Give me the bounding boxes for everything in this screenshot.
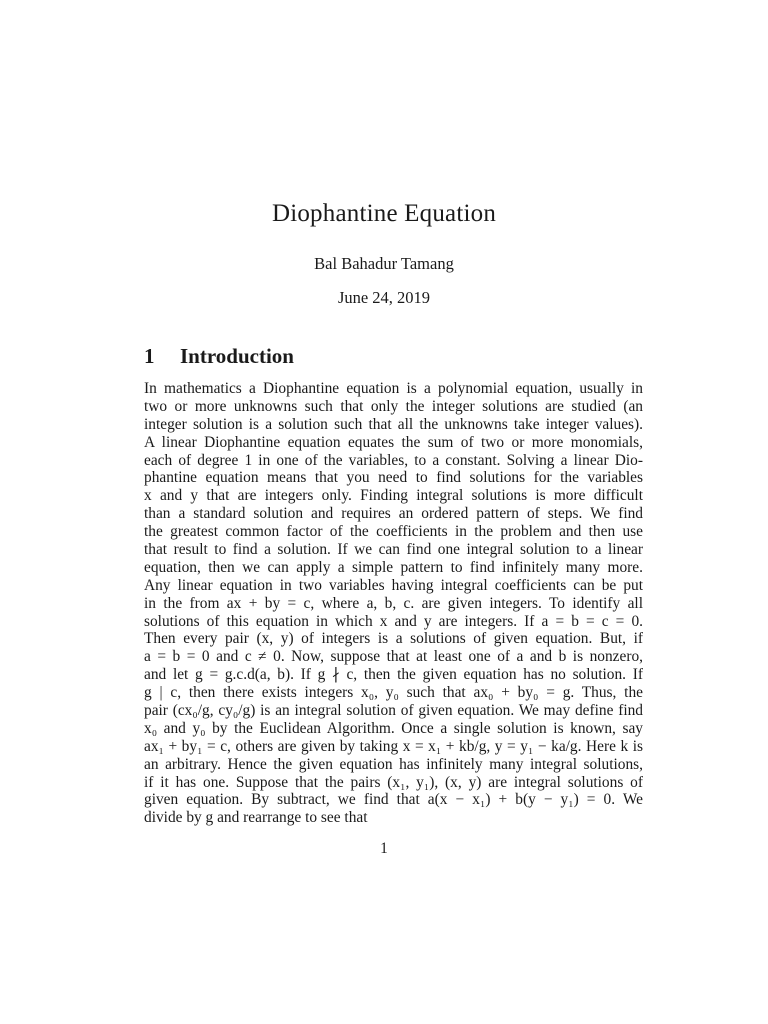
paragraph-line: In mathematics a Diophantine equation is a polynomial equation, usually in <box>144 380 643 397</box>
paragraph-line: x₀ and y₀ by the Euclidean Algorithm. Once a single solution is known, say <box>144 719 643 737</box>
paragraph-line: Any linear equation in two variables having integral coefficients can be put <box>144 576 643 594</box>
paragraph-line: and let g = g.c.d(a, b). If g ∤ c, then the given equation has no solution. If <box>144 666 643 684</box>
paragraph-line: an arbitrary. Hence the given equation has infinitely many integral solutions, <box>144 755 643 773</box>
paragraph-line: x and y that are integers only. Finding integral solutions is more difficult <box>144 487 643 505</box>
paragraph-line: if it has one. Suppose that the pairs (x₁, y₁), (x, y) are integral solutions of <box>144 773 643 791</box>
paragraph-line: than a standard solution and requires an ordered pattern of steps. We find <box>144 505 643 523</box>
paragraph-line: in the from ax + by = c, where a, b, c. are given integers. To identify all <box>144 594 643 612</box>
paragraph-line: equation, then we can apply a simple pattern to find infinitely many more. <box>144 558 643 576</box>
paragraph-line: given equation. By subtract, we find that a(x − x₁) + b(y − y₁) = 0. We <box>144 791 643 809</box>
paragraph-line: that result to find a solution. If we can find one integral solution to a linear <box>144 541 643 559</box>
paragraph-line: a = b = 0 and c ≠ 0. Now, suppose that at least one of a and b is nonzero, <box>144 648 643 666</box>
body-paragraph <box>144 380 643 827</box>
page-number: 1 <box>380 840 388 857</box>
paragraph-line: two or more unknowns such that only the integer solutions are studied (an <box>144 397 643 415</box>
paragraph-line: pair (cx₀/g, cy₀/g) is an integral solution of given equation. We may define find <box>144 702 643 720</box>
document-date: June 24, 2019 <box>337 288 431 307</box>
section-title: Introduction <box>180 344 294 368</box>
document-title: Diophantine Equation <box>271 200 497 227</box>
paragraph-line: Then every pair (x, y) of integers is a solutions of given equation. But, if <box>144 630 643 648</box>
document-author: Bal Bahadur Tamang <box>314 254 454 273</box>
paragraph-line: ax₁ + by₁ = c, others are given by taking x = x₁ + kb/g, y = y₁ − ka/g. Here k is <box>144 737 643 755</box>
paragraph-line: phantine equation means that you need to find solutions for the variables <box>144 469 643 487</box>
section-heading <box>144 344 294 369</box>
paragraph-line: A linear Diophantine equation equates the sum of two or more monomials, <box>144 433 643 451</box>
paragraph-line: integer solution is a solution such that all the unknowns take integer values). <box>144 415 643 433</box>
paragraph-line: each of degree 1 in one of the variables, to a constant. Solving a linear Dio- <box>144 451 643 469</box>
paragraph-line: the greatest common factor of the coefficients in the problem and then use <box>144 523 643 541</box>
paragraph-line: solutions of this equation in which x and y are integers. If a = b = c = 0. <box>144 612 643 630</box>
section-number: 1 <box>144 344 155 368</box>
paragraph-line: g | c, then there exists integers x₀, y₀ such that ax₀ + by₀ = g. Thus, the <box>144 684 643 702</box>
paragraph-line: divide by g and rearrange to see that <box>144 809 368 827</box>
